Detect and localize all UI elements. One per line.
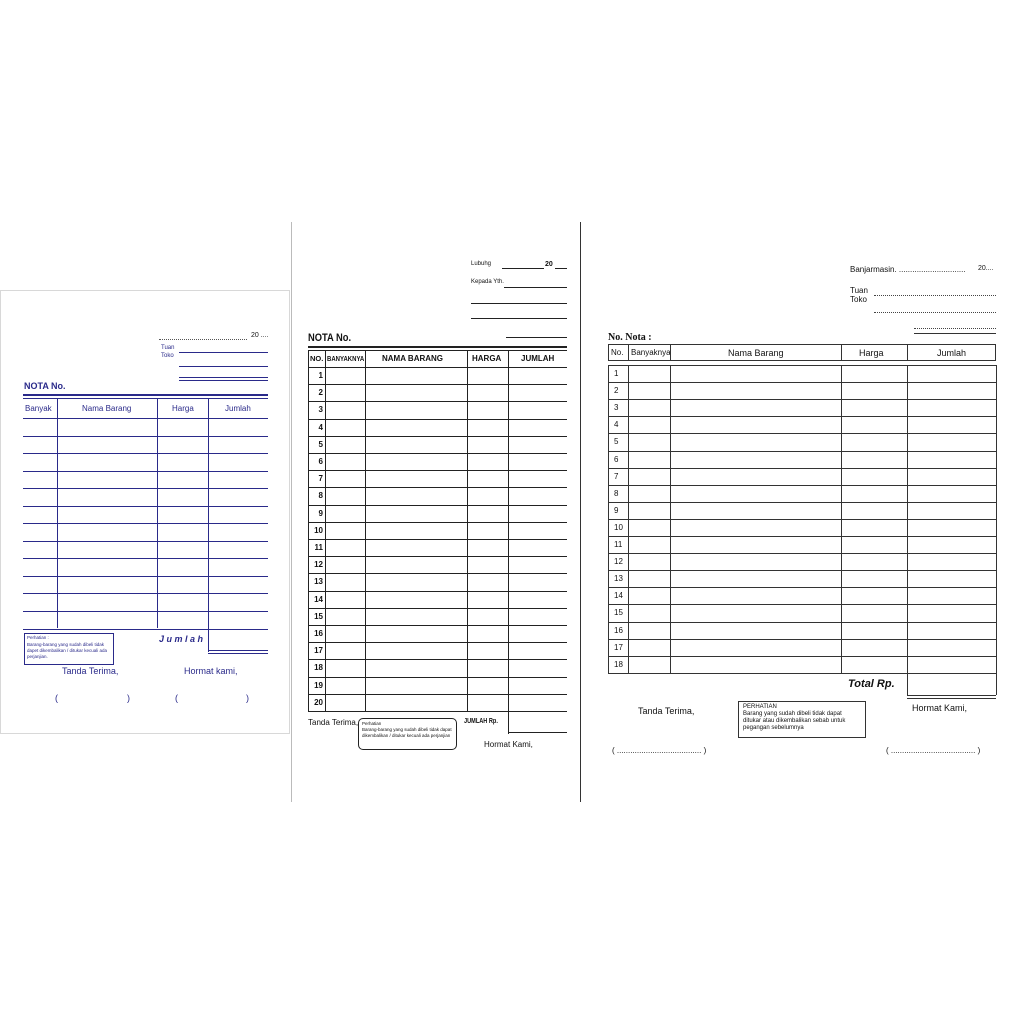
- row-number: 6: [318, 457, 323, 466]
- date-line-2: [555, 268, 567, 269]
- row-rule: [308, 625, 567, 626]
- row-rule: [608, 502, 996, 503]
- col-divider: [365, 350, 366, 712]
- toko-line: [179, 366, 268, 367]
- row-rule: [308, 505, 567, 506]
- date-label: Lubuhg: [471, 261, 492, 267]
- toko-line: [874, 312, 996, 313]
- row-number: 10: [614, 522, 623, 532]
- row-rule: [608, 553, 996, 554]
- col-nama-barang: Nama Barang: [82, 404, 132, 413]
- date-suffix: 20....: [978, 265, 994, 272]
- tanda-terima: Tanda Terima,: [62, 666, 119, 676]
- table-row: [23, 611, 268, 612]
- col-divider: [670, 344, 671, 361]
- sig-left: ( ...................................... ): [612, 746, 707, 755]
- table-row: [23, 593, 268, 594]
- row-number: 3: [318, 405, 323, 415]
- row-rule: [308, 608, 567, 609]
- row-number: 2: [614, 386, 619, 396]
- divider: [580, 222, 581, 802]
- tuan-line: [179, 352, 268, 353]
- col-divider: [907, 365, 908, 695]
- table-row: [23, 558, 268, 559]
- nota-title: No. Nota :: [608, 332, 652, 343]
- header-rule: [23, 394, 268, 396]
- jumlah-rp-label: JUMLAH Rp.: [464, 718, 498, 725]
- row-number: 14: [314, 594, 323, 604]
- jumlah-total-line-2: [208, 653, 268, 654]
- row-rule: [308, 522, 567, 523]
- row-rule: [608, 433, 996, 434]
- row-rule: [608, 485, 996, 486]
- row-rule: [308, 436, 567, 437]
- row-number: 8: [318, 491, 323, 501]
- row-rule: [308, 677, 567, 678]
- row-rule: [308, 487, 567, 488]
- notice-title: Perhatian: [362, 721, 382, 726]
- row-number: 16: [314, 629, 323, 638]
- row-rule: [608, 673, 996, 674]
- col-divider: [907, 344, 908, 361]
- total-label: Total Rp.: [848, 678, 895, 690]
- header-rule-2: [23, 398, 268, 399]
- address-line-2: [914, 333, 996, 334]
- kepada-line: [504, 287, 567, 288]
- jumlah-total-line: [508, 732, 567, 733]
- table-row: [23, 576, 268, 577]
- col-no: NO.: [310, 354, 324, 363]
- col-banyak: Banyak: [25, 404, 52, 413]
- row-number: 8: [614, 488, 619, 498]
- tanda-terima: Tanda Terima,: [638, 706, 695, 716]
- date-line: [502, 268, 544, 269]
- sig-right-open: (: [175, 693, 178, 703]
- row-number: 4: [614, 420, 619, 430]
- notice-text: Barang-barang yang sudah dibeli tidak dapet dikembalikan / ditukar kecuali ada perjanjian.: [27, 642, 108, 659]
- row-rule: [308, 419, 567, 420]
- row-number: 9: [614, 505, 619, 515]
- header-rule-2: [308, 350, 567, 351]
- total-line-2: [907, 698, 996, 699]
- col-divider: [628, 344, 629, 361]
- row-rule: [608, 604, 996, 605]
- notice-box: [358, 718, 457, 750]
- tuan-label: Tuan: [850, 286, 868, 295]
- col-nama-barang: Nama Barang: [728, 348, 784, 358]
- row-number: 12: [314, 560, 323, 570]
- row-rule: [608, 656, 996, 657]
- row-number: 5: [318, 439, 323, 449]
- date-suffix: 20: [545, 261, 553, 268]
- row-rule: [308, 711, 567, 712]
- date-line: [159, 339, 247, 340]
- row-rule: [608, 468, 996, 469]
- row-number: 15: [314, 611, 323, 621]
- address-line-2: [471, 318, 567, 319]
- col-jumlah: Jumlah: [937, 348, 967, 358]
- table-row: [23, 506, 268, 507]
- address-line: [914, 328, 996, 329]
- row-number: 5: [614, 437, 619, 447]
- notice-box: [24, 633, 114, 665]
- table-row: [23, 523, 268, 524]
- toko-label: Toko: [850, 295, 867, 304]
- row-number: 7: [318, 474, 323, 484]
- col-divider: [325, 350, 326, 712]
- row-rule: [608, 639, 996, 640]
- total-line: [907, 695, 996, 696]
- table-row: [23, 418, 268, 419]
- col-harga: HARGA: [472, 354, 502, 363]
- row-number: 9: [318, 508, 323, 518]
- row-rule: [608, 587, 996, 588]
- row-number: 13: [314, 577, 323, 587]
- row-number: 16: [614, 625, 623, 635]
- row-rule: [308, 384, 567, 385]
- notice-text: Barang yang sudah dibeli tidak dapat ditukar atau dikembalikan sebab untuk pegangan sebelumnya: [743, 711, 846, 731]
- nota-number-line: [506, 337, 567, 338]
- table-row: [23, 488, 268, 489]
- row-rule: [308, 659, 567, 660]
- row-number: 17: [314, 646, 323, 656]
- table-bottom-rule: [23, 629, 268, 630]
- row-rule: [608, 399, 996, 400]
- row-number: 3: [614, 403, 619, 413]
- row-rule: [308, 642, 567, 643]
- nota-form-3: [582, 222, 1002, 782]
- row-number: 1: [318, 371, 323, 380]
- col-no: No.: [611, 348, 624, 357]
- nota-form-1: [0, 290, 290, 734]
- row-number: 12: [614, 557, 623, 567]
- address-line-2: [179, 380, 268, 381]
- row-number: 11: [614, 540, 623, 549]
- header-bottom-rule: [308, 367, 567, 368]
- row-rule: [608, 570, 996, 571]
- nota-title: NOTA No.: [308, 332, 352, 344]
- tanda-terima: Tanda Terima,: [308, 718, 359, 727]
- row-number: 2: [318, 388, 323, 398]
- row-number: 17: [614, 642, 623, 652]
- row-rule: [308, 573, 567, 574]
- row-number: 18: [614, 659, 623, 669]
- col-harga: Harga: [859, 348, 884, 358]
- sig-left-open: (: [55, 693, 58, 703]
- hormat-kami: Hormat Kami,: [484, 740, 533, 749]
- header-rule: [308, 346, 567, 348]
- nota-form-2: [292, 222, 580, 804]
- row-rule: [308, 556, 567, 557]
- row-number: 20: [314, 697, 323, 707]
- row-number: 7: [614, 471, 619, 481]
- col-jumlah: Jumlah: [225, 404, 251, 413]
- row-rule: [608, 416, 996, 417]
- row-rule: [308, 401, 567, 402]
- row-number: 13: [614, 574, 623, 584]
- row-number: 19: [314, 680, 323, 690]
- jumlah-label: J u m l a h: [159, 634, 204, 644]
- row-number: 14: [614, 591, 623, 601]
- row-number: 15: [614, 608, 623, 618]
- col-jumlah: JUMLAH: [521, 354, 555, 363]
- row-rule: [608, 622, 996, 623]
- table-row: [23, 541, 268, 542]
- row-rule: [308, 591, 567, 592]
- sig-right: ( ...................................... ): [886, 746, 981, 755]
- col-banyaknya: BANYAKNYA: [327, 354, 365, 363]
- col-divider: [841, 344, 842, 361]
- table-row: [23, 436, 268, 437]
- hormat-kami: Hormat Kami,: [912, 703, 968, 713]
- kepada-label: Kepada Yth.: [471, 279, 504, 285]
- city-label: Banjarmasin. ..............................: [850, 265, 966, 274]
- table-row: [23, 471, 268, 472]
- address-line: [471, 303, 567, 304]
- col-divider: [467, 350, 468, 712]
- row-number: 18: [314, 663, 323, 673]
- notice-box: [738, 701, 866, 738]
- col-divider: [996, 365, 997, 695]
- row-rule: [608, 536, 996, 537]
- address-line: [179, 377, 268, 378]
- col-nama-barang: NAMA BARANG: [382, 354, 444, 363]
- row-rule: [608, 451, 996, 452]
- table-row: [23, 453, 268, 454]
- sig-left-close: ): [127, 693, 130, 703]
- row-rule: [308, 453, 567, 454]
- col-harga: Harga: [172, 404, 194, 413]
- row-rule: [608, 519, 996, 520]
- date-suffix: 20 ....: [251, 332, 269, 339]
- col-banyaknya: Banyaknya: [631, 348, 671, 357]
- row-rule: [308, 470, 567, 471]
- row-number: 4: [318, 422, 323, 432]
- row-rule: [308, 694, 567, 695]
- jumlah-total-line: [208, 650, 268, 651]
- notice-title: PERHATIAN: [743, 704, 777, 710]
- nota-title: NOTA No.: [24, 381, 66, 391]
- tuan-label: Tuan: [161, 345, 175, 351]
- row-number: 11: [314, 543, 323, 552]
- toko-label: Toko: [161, 353, 174, 359]
- row-rule: [308, 539, 567, 540]
- notice-text: Barang-barang yang sudah dibeli tidak dapat dikembalikan / ditukar kecuali ada perjanjian: [362, 727, 452, 738]
- row-rule: [608, 382, 996, 383]
- notice-title: Perhatian :: [27, 635, 49, 640]
- row-number: 1: [614, 369, 619, 378]
- sig-right-close: ): [246, 693, 249, 703]
- hormat-kami: Hormat kami,: [184, 666, 238, 676]
- row-number: 10: [314, 525, 323, 535]
- tuan-line: [874, 295, 996, 296]
- row-number: 6: [614, 454, 619, 464]
